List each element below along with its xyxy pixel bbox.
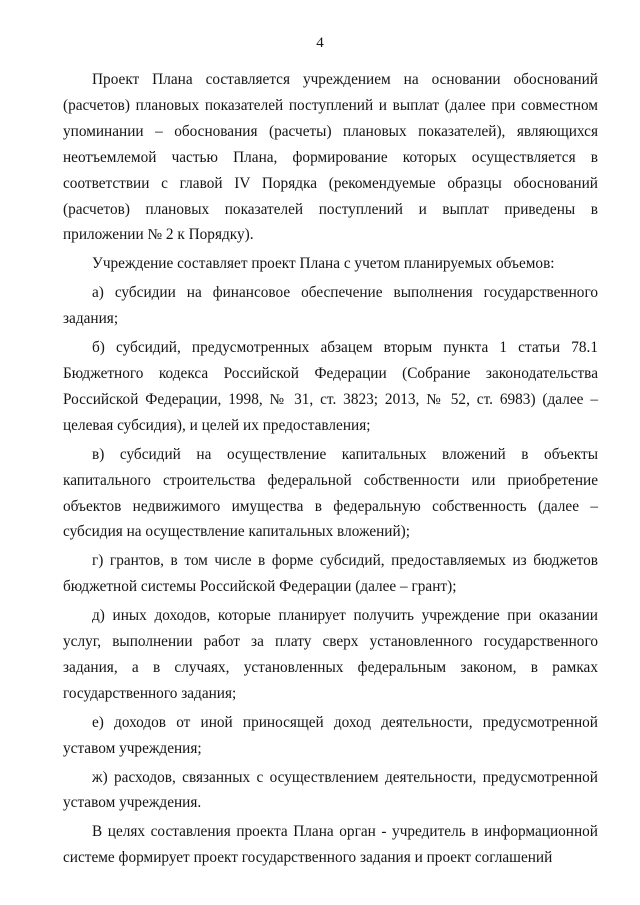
list-item-b: б) субсидий, предусмотренных абзацем вторым пункта 1 статьи 78.1 Бюджетного кодекса Российской Федерации (Собрание законодательства Российской Федерации, 1998, № 31, ст. 3823; 2013, № 52, ст. 6983) (далее – целевая субсидия), и целей их предоставления; [63, 339, 598, 434]
document-body [63, 67, 598, 871]
paragraph-planned-volumes-intro: Учреждение составляет проект Плана с учетом планируемых объемов: [92, 255, 555, 273]
list-item-g: г) грантов, в том числе в форме субсидий, предоставляемых из бюджетов бюджетной системы Российской Федерации (далее – грант); [63, 552, 598, 596]
paragraph-founder-body: В целях составления проекта Плана орган - учредитель в информационной системе формирует проект государственного задания и проект соглашений [63, 823, 598, 867]
page-number: 4 [316, 35, 324, 51]
list-item-e: е) доходов от иной приносящей доход деятельности, предусмотренной уставом учреждения; [63, 713, 598, 757]
list-item-zh: ж) расходов, связанных с осуществлением деятельности, предусмотренной уставом учреждения. [63, 768, 598, 812]
list-item-a: а) субсидии на финансовое обеспечение выполнения государственного задания; [63, 284, 598, 328]
list-item-d: д) иных доходов, которые планирует получить учреждение при оказании услуг, выполнении работ за плату сверх установленного государственного задания, а в случаях, установленных федеральным законом, в рамках государственного задания; [63, 607, 598, 702]
paragraph-plan-basis: Проект Плана составляется учреждением на основании обоснований (расчетов) плановых показателей поступлений и выплат (далее при совместном упоминании – обоснования (расчеты) плановых показателей), являющихся неотъемлемой частью Плана, формирование которых осуществляется в соответствии с главой IV Порядка (рекомендуемые образцы обоснований (расчетов) плановых показателей поступлений и выплат приведены в приложении № 2 к Порядку). [63, 71, 598, 244]
list-item-v: в) субсидий на осуществление капитальных вложений в объекты капитального строительства федеральной собственности или приобретение объектов недвижимого имущества в федеральную собственность (далее – субсидия на осуществление капитальных вложений); [63, 445, 598, 541]
